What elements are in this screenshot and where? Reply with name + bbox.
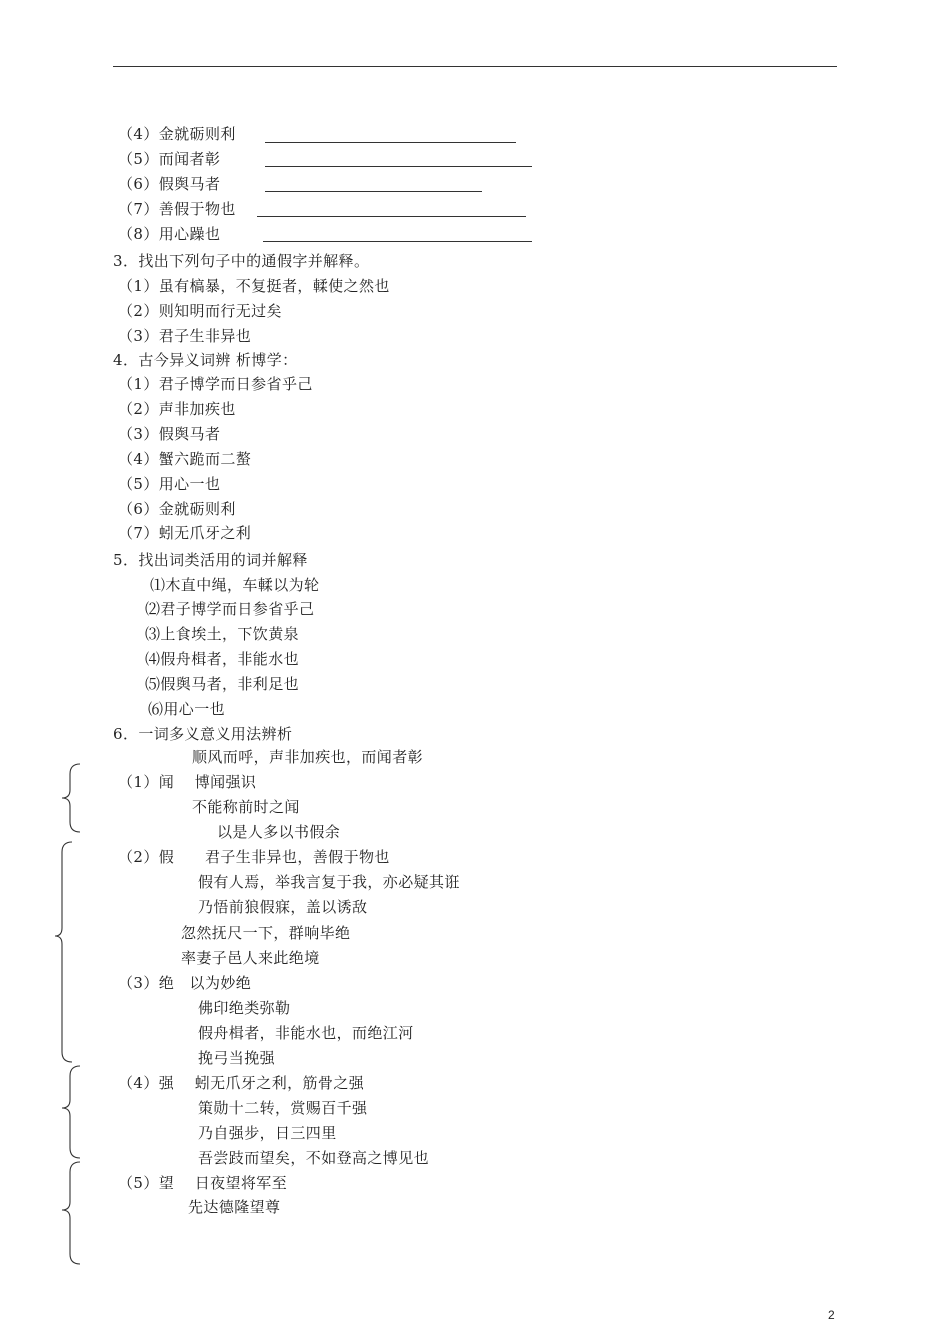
s5-item-5: ⑸假舆马者，非利足也 [145, 675, 300, 693]
s6-line: 乃悟前狼假寐，盖以诱敌 [198, 898, 368, 916]
s6-line: 顺风而呼，声非加疾也，而闻者彰 [192, 748, 424, 766]
s4-item-2: （2）声非加疾也 [118, 400, 236, 418]
section-6-heading: 6．一词多义意义用法辨析 [113, 725, 293, 743]
brace-jia-jue [55, 842, 72, 1062]
s2-item-5: （5）而闻者彰 [118, 150, 221, 168]
s6-group-wang: （5）望 日夜望将军至 [118, 1174, 288, 1192]
section-4-heading: 4．古今异义词辨 析博学： [113, 351, 298, 369]
s6-group-wen: （1）闻 博闻强识 [118, 773, 257, 791]
s4-item-1: （1）君子博学而日参省乎己 [118, 375, 313, 393]
s2-item-6: （6）假舆马者 [118, 175, 221, 193]
s6-line: 挽弓当挽强 [198, 1049, 276, 1067]
s4-item-7: （7）蚓无爪牙之利 [118, 524, 252, 542]
s4-item-4: （4）蟹六跪而二螯 [118, 450, 252, 468]
brace-wen [62, 764, 80, 832]
s6-group-jue: （3）绝 以为妙绝 [118, 974, 252, 992]
s2-item-4: （4）金就砺则利 [118, 125, 236, 143]
s6-line: 先达德隆望尊 [188, 1198, 281, 1216]
s3-item-1: （1）虽有槁暴，不复挺者，輮使之然也 [118, 277, 390, 295]
s6-line: 率妻子邑人来此绝境 [181, 949, 320, 967]
s6-line: 假有人焉，举我言复于我，亦必疑其诳 [198, 873, 460, 891]
s4-item-5: （5）用心一也 [118, 475, 221, 493]
answer-blank-5[interactable] [265, 166, 532, 167]
s6-line: 忽然抚尺一下，群响毕绝 [181, 924, 351, 942]
brace-wang [62, 1162, 80, 1264]
s2-item-7: （7）善假于物也 [118, 200, 236, 218]
s6-line: 策勋十二转，赏赐百千强 [198, 1099, 368, 1117]
s5-item-2: ⑵君子博学而日参省乎己 [145, 600, 315, 618]
s6-line: 假舟楫者，非能水也，而绝江河 [198, 1024, 414, 1042]
s6-group-jia: （2）假 君子生非异也，善假于物也 [118, 848, 390, 866]
section-3-heading: 3．找出下列句子中的通假字并解释。 [113, 252, 370, 270]
answer-blank-4[interactable] [265, 142, 516, 143]
s6-line: 乃自强步，日三四里 [198, 1124, 337, 1142]
s5-item-6: ⑹用心一也 [148, 700, 226, 718]
s5-item-1: ⑴木直中绳，车輮以为轮 [150, 576, 320, 594]
answer-blank-6[interactable] [265, 191, 482, 192]
s5-item-4: ⑷假舟楫者，非能水也 [145, 650, 300, 668]
answer-blank-8[interactable] [263, 241, 532, 242]
answer-blank-7[interactable] [257, 216, 526, 217]
brace-qiang [62, 1066, 80, 1158]
s3-item-3: （3）君子生非异也 [118, 327, 252, 345]
s6-line: 吾尝跂而望矣，不如登高之博见也 [198, 1149, 430, 1167]
page-number: 2 [828, 1308, 835, 1322]
s4-item-3: （3）假舆马者 [118, 425, 221, 443]
header-rule [113, 66, 837, 67]
s2-item-8: （8）用心躁也 [118, 225, 221, 243]
s3-item-2: （2）则知明而行无过矣 [118, 302, 282, 320]
s5-item-3: ⑶上食埃土，下饮黄泉 [145, 625, 300, 643]
s4-item-6: （6）金就砺则利 [118, 500, 236, 518]
s6-line: 不能称前时之闻 [192, 798, 300, 816]
s6-line: 以是人多以书假余 [217, 823, 341, 841]
s6-line: 佛印绝类弥勒 [198, 999, 291, 1017]
s6-group-qiang: （4）强 蚓无爪牙之利，筋骨之强 [118, 1074, 365, 1092]
section-5-heading: 5．找出词类活用的词并解释 [113, 551, 308, 569]
